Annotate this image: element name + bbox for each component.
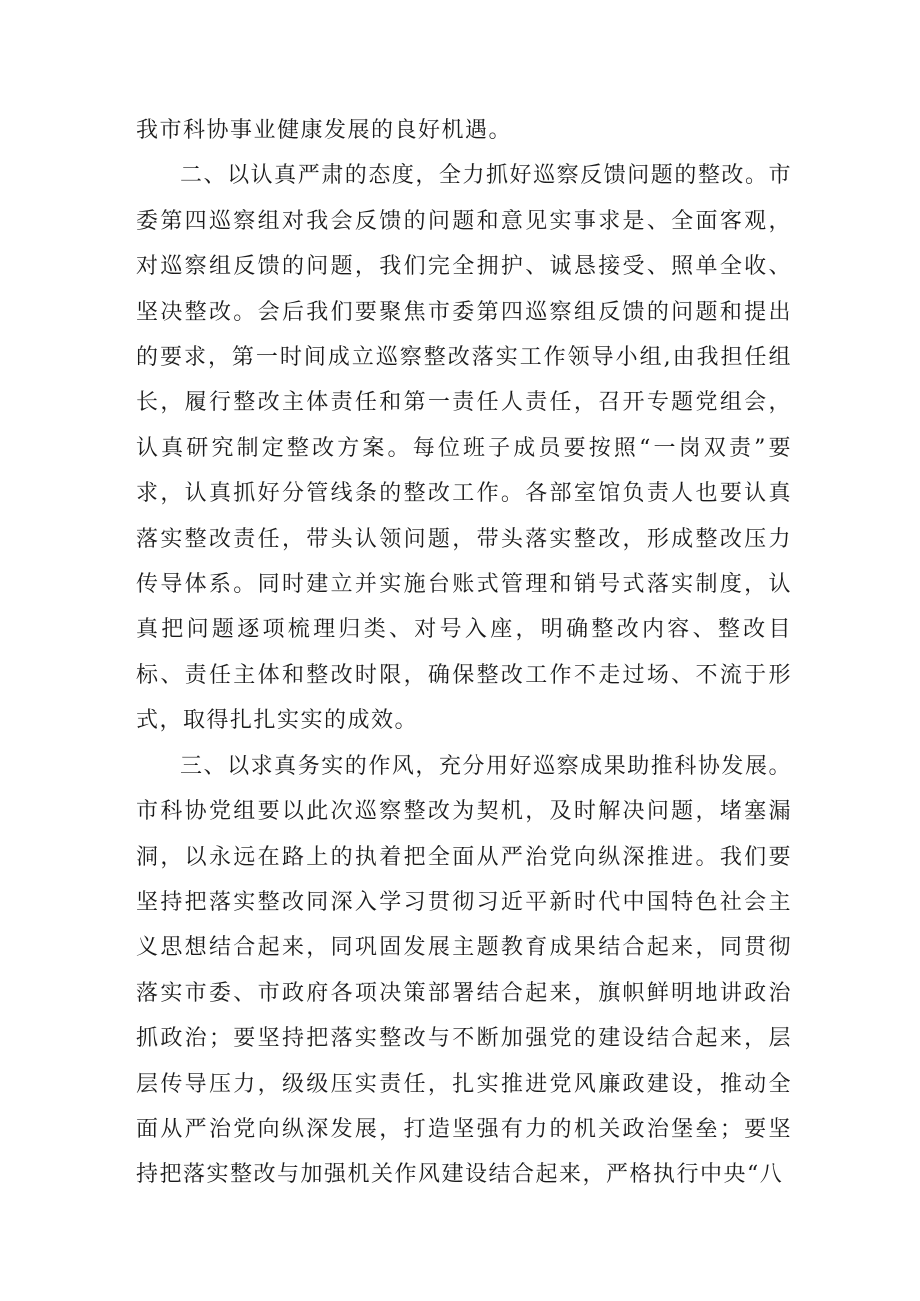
- paragraph-section-two: 二、以认真严肃的态度，全力抓好巡察反馈问题的整改。市委第四巡察组对我会反馈的问题和意见实事求是、全面客观，对巡察组反馈的问题，我们完全拥护、诚恳接受、照单全收、坚决整改。会后我们要聚焦市委第四巡察组反馈的问题和提出的要求，第一时间成立巡察整改落实工作领导小组,由我担任组长，履行整改主体责任和第一责任人责任，召开专题党组会，认真研究制定整改方案。每位班子成员要按照“一岗双责”要求，认真抓好分管线条的整改工作。各部室馆负责人也要认真落实整改责任，带头认领问题，带头落实整改，形成整改压力传导体系。同时建立并实施台账式管理和销号式落实制度，认真把问题逐项梳理归类、对号入座，明确整改内容、整改目标、责任主体和整改时限，确保整改工作不走过场、不流于形式，取得扎扎实实的成效。: [136, 163, 792, 734]
- document-body: [136, 108, 792, 1198]
- paragraph-section-three: 三、以求真务实的作风，充分用好巡察成果助推科协发展。市科协党组要以此次巡察整改为契机，及时解决问题，堵塞漏洞，以永远在路上的执着把全面从严治党向纵深推进。我们要坚持把落实整改同深入学习贯彻习近平新时代中国特色社会主义思想结合起来，同巩固发展主题教育成果结合起来，同贯彻落实市委、市政府各项决策部署结合起来，旗帜鲜明地讲政治抓政治；要坚持把落实整改与不断加强党的建设结合起来，层层传导压力，级级压实责任，扎实推进党风廉政建设，推动全面从严治党向纵深发展，打造坚强有力的机关政治堡垒；要坚持把落实整改与加强机关作风建设结合起来，严格执行中央“八: [136, 753, 792, 1188]
- paragraph-continuation: 我市科协事业健康发展的良好机遇。: [136, 118, 513, 143]
